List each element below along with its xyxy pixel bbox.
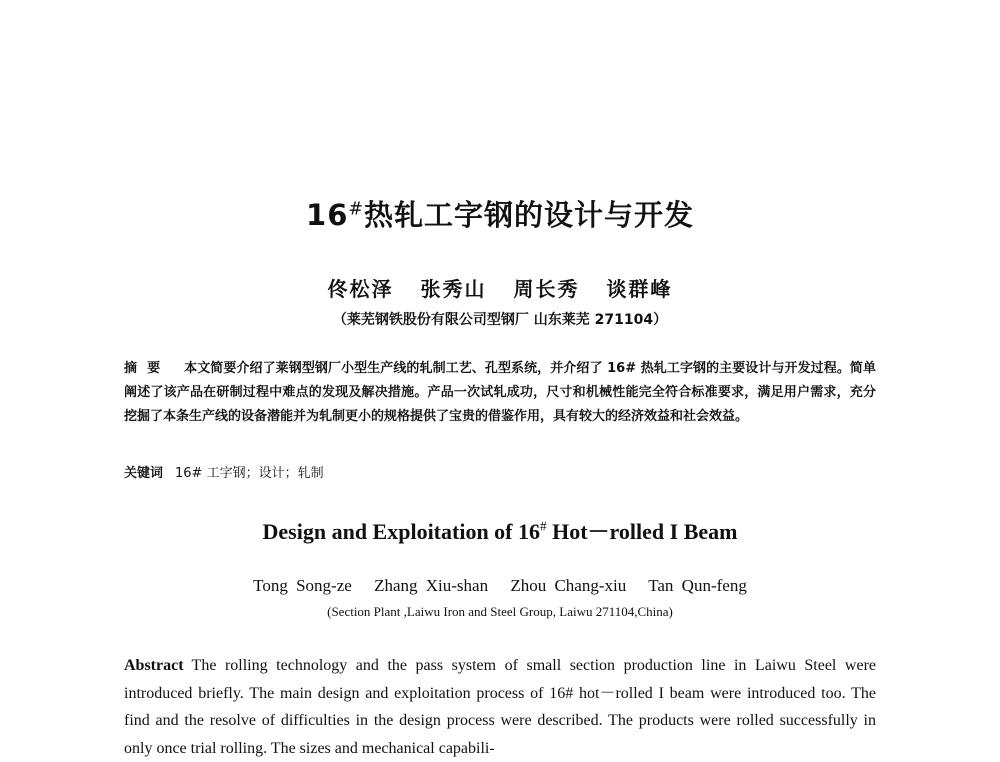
affiliation-en: (Section Plant ,Laiwu Iron and Steel Group, Laiwu 271104,China)	[327, 604, 673, 619]
author-en-1: Tong Song-ze	[253, 576, 352, 595]
title-en-prefix: Design and Exploitation of 16	[262, 519, 541, 544]
authors-en	[0, 576, 1000, 596]
title-cn-prefix: 16	[306, 198, 349, 232]
abstract-cn	[124, 357, 876, 429]
abstract-en-label: Abstract	[124, 657, 184, 674]
title-cn-superscript: #	[348, 199, 364, 220]
title-en-rest: Hot－rolled I Beam	[546, 519, 738, 544]
keywords-cn-text: 16# 工字钢；设计；轧制	[175, 466, 324, 481]
abstract-en	[124, 652, 876, 762]
keywords-cn	[124, 462, 876, 486]
title-en-superscript: #	[540, 518, 547, 534]
authors-cn: 佟松泽 张秀山 周长秀 谈群峰	[327, 277, 673, 301]
title-cn-rest: 热轧工字钢的设计与开发	[363, 198, 694, 232]
paper-title-cn	[0, 193, 1000, 234]
author-en-3: Zhou Chang-xiu	[510, 576, 627, 595]
affiliation-cn: （莱芜钢铁股份有限公司型钢厂 山东莱芜 271104）	[332, 312, 668, 328]
paper-title-en	[0, 515, 1000, 546]
keywords-cn-label: 关键词	[124, 466, 164, 481]
abstract-cn-text: 本文简要介绍了莱钢型钢厂小型生产线的轧制工艺、孔型系统，并介绍了 16# 热轧工字钢的主要设计与开发过程。简单阐述了该产品在研制过程中难点的发现及解决措施。产品一次试轧成功，尺寸和机械性能完全符合标准要求，满足用户需求，充分挖掘了本条生产线的设备潜能并为轧制更小的规格提供了宝贵的借鉴作用，具有较大的经济效益和社会效益。	[124, 361, 876, 424]
abstract-en-text: The rolling technology and the pass system of small section production line in Laiwu Steel were introduced briefly. The main design and exploitation process of 16# hot－rolled I beam were introduced too. The find and the resolve of difficulties in the design process were described. The products were rolled successfully in only once trial rolling. The sizes and mechanical capabili-	[124, 657, 876, 757]
abstract-cn-label: 摘要	[124, 361, 171, 376]
author-en-4: Tan Qun-feng	[648, 576, 747, 595]
author-en-2: Zhang Xiu-shan	[374, 576, 489, 595]
